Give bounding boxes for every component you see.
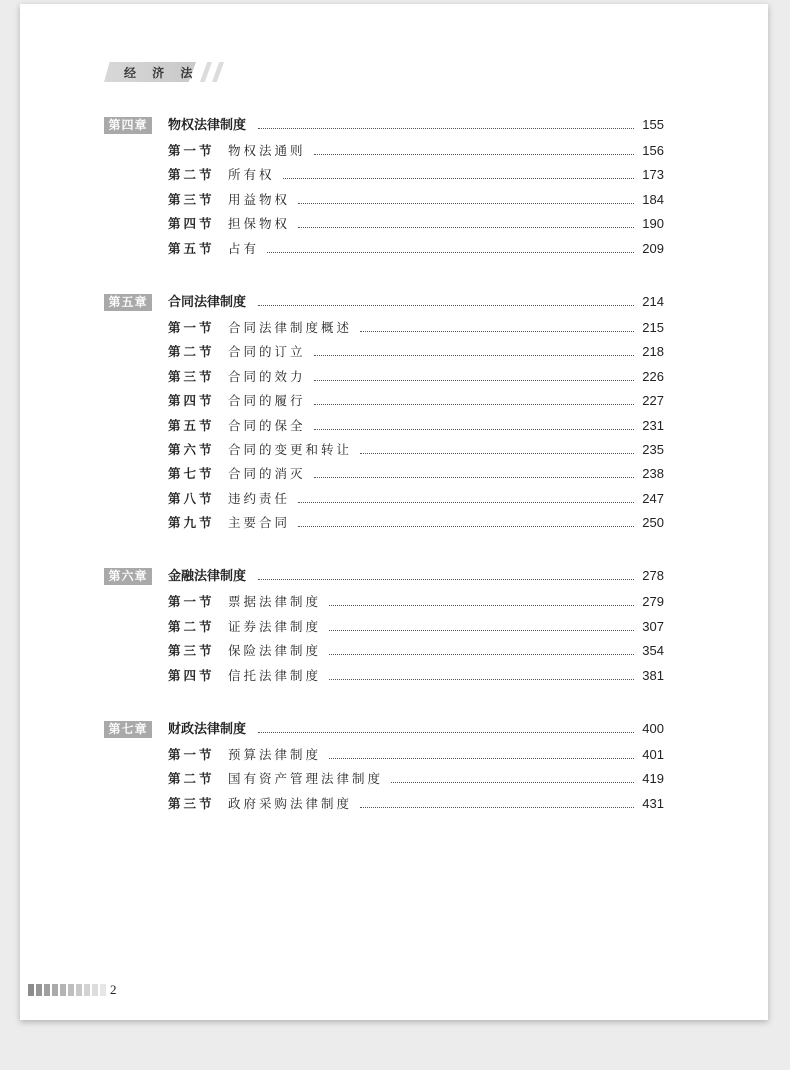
section-title: 违约责任	[228, 490, 291, 506]
section-page: 235	[642, 441, 664, 457]
chapter-page: 155	[642, 117, 664, 132]
section-entry	[104, 794, 664, 818]
section-title: 政府采购法律制度	[228, 795, 353, 811]
section-page: 431	[642, 795, 664, 811]
section-label: 第三节	[168, 191, 215, 207]
section-label: 第一节	[168, 594, 215, 610]
section-label: 第一节	[168, 747, 215, 763]
dot-leader	[329, 630, 634, 631]
section-title: 所有权	[228, 167, 275, 183]
dot-leader	[298, 502, 634, 503]
footer-block	[36, 984, 42, 996]
section-entry	[104, 440, 664, 464]
section-page: 381	[642, 667, 664, 683]
section-page: 279	[642, 594, 664, 610]
footer-block	[84, 984, 90, 996]
dot-leader	[283, 178, 634, 179]
section-label: 第八节	[168, 490, 215, 506]
dot-leader	[360, 453, 634, 454]
section-title: 合同的效力	[228, 368, 306, 384]
section-title: 保险法律制度	[228, 643, 322, 659]
section-title: 信托法律制度	[228, 667, 322, 683]
section-label: 第七节	[168, 466, 215, 482]
section-label: 第四节	[168, 216, 215, 232]
section-title: 合同的消灭	[228, 466, 306, 482]
section-page: 156	[642, 143, 664, 158]
section-title: 合同的履行	[228, 393, 306, 409]
section-label: 第四节	[168, 667, 215, 683]
section-entry	[104, 617, 664, 641]
section-page: 209	[642, 240, 664, 256]
chapter-entry	[104, 291, 664, 317]
section-title: 证券法律制度	[228, 618, 322, 634]
section-title: 担保物权	[228, 216, 291, 232]
section-page: 401	[642, 747, 664, 763]
section-entry	[104, 416, 664, 440]
section-page: 307	[642, 618, 664, 634]
section-entry	[104, 769, 664, 793]
section-entry	[104, 745, 664, 769]
footer-block	[76, 984, 82, 996]
footer-block	[52, 984, 58, 996]
dot-leader	[314, 355, 634, 356]
section-page: 218	[642, 344, 664, 360]
chapter-entry	[104, 718, 664, 744]
dot-leader	[314, 477, 634, 478]
dot-leader	[314, 429, 634, 430]
section-label: 第一节	[168, 143, 215, 158]
section-title: 占有	[228, 240, 260, 256]
chapter-page: 214	[642, 293, 664, 309]
dot-leader	[391, 782, 634, 783]
dot-leader	[258, 305, 634, 306]
section-label: 第二节	[168, 167, 215, 183]
section-title: 预算法律制度	[228, 747, 322, 763]
dot-leader	[267, 252, 634, 253]
section-label: 第三节	[168, 795, 215, 811]
section-entry	[104, 367, 664, 391]
dot-leader	[314, 380, 634, 381]
footer-block	[92, 984, 98, 996]
section-entry	[104, 464, 664, 488]
section-label: 第九节	[168, 515, 215, 531]
section-page: 173	[642, 167, 664, 183]
section-page: 226	[642, 368, 664, 384]
section-label: 第三节	[168, 643, 215, 659]
section-entry	[104, 141, 664, 165]
dot-leader	[258, 579, 634, 580]
header-slash-2	[212, 62, 224, 82]
chapter-label: 第四章	[104, 117, 152, 134]
section-page: 250	[642, 515, 664, 531]
chapter-title: 物权法律制度	[168, 118, 247, 133]
section-title: 合同的订立	[228, 344, 306, 360]
section-entry	[104, 489, 664, 513]
section-label: 第二节	[168, 771, 215, 787]
toc-chapter	[104, 114, 664, 263]
section-page: 354	[642, 643, 664, 659]
section-label: 第三节	[168, 368, 215, 384]
footer-block	[60, 984, 66, 996]
running-header	[104, 62, 234, 82]
section-entry	[104, 391, 664, 415]
section-title: 合同的保全	[228, 417, 306, 433]
book-title: 经 济 法	[124, 66, 199, 80]
chapter-entry	[104, 565, 664, 591]
dot-leader	[314, 154, 634, 155]
chapter-label: 第六章	[104, 568, 152, 585]
section-page: 184	[642, 191, 664, 207]
chapter-entry	[104, 114, 664, 140]
section-label: 第五节	[168, 417, 215, 433]
footer-decoration	[28, 984, 106, 996]
section-title: 合同法律制度概述	[228, 319, 353, 335]
section-entry	[104, 592, 664, 616]
footer-block	[68, 984, 74, 996]
chapter-page: 278	[642, 568, 664, 584]
dot-leader	[329, 758, 634, 759]
dot-leader	[298, 203, 634, 204]
dot-leader	[314, 404, 634, 405]
section-label: 第四节	[168, 393, 215, 409]
header-slash-1	[200, 62, 212, 82]
section-title: 国有资产管理法律制度	[228, 771, 384, 787]
chapter-label: 第七章	[104, 721, 152, 738]
section-entry	[104, 513, 664, 537]
section-page: 238	[642, 466, 664, 482]
section-page: 231	[642, 417, 664, 433]
dot-leader	[298, 227, 634, 228]
section-label: 第一节	[168, 319, 215, 335]
chapter-title: 金融法律制度	[168, 569, 247, 585]
dot-leader	[360, 807, 634, 808]
toc-chapter	[104, 718, 664, 818]
section-page: 215	[642, 319, 664, 335]
chapter-title: 财政法律制度	[168, 722, 247, 738]
dot-leader	[258, 732, 634, 733]
chapter-page: 400	[642, 721, 664, 737]
section-label: 第二节	[168, 344, 215, 360]
page-number: 2	[110, 982, 117, 997]
dot-leader	[258, 128, 634, 129]
chapter-label: 第五章	[104, 294, 152, 311]
section-entry	[104, 342, 664, 366]
section-page: 247	[642, 490, 664, 506]
section-label: 第六节	[168, 441, 215, 457]
section-label: 第二节	[168, 618, 215, 634]
section-page: 227	[642, 393, 664, 409]
section-entry	[104, 239, 664, 263]
footer-block	[100, 984, 106, 996]
section-entry	[104, 190, 664, 214]
dot-leader	[329, 679, 634, 680]
footer-block	[44, 984, 50, 996]
toc-chapter	[104, 565, 664, 690]
section-entry	[104, 165, 664, 189]
section-entry	[104, 666, 664, 690]
section-entry	[104, 318, 664, 342]
section-title: 物权法通则	[228, 143, 306, 158]
section-page: 419	[642, 771, 664, 787]
section-title: 合同的变更和转让	[228, 441, 353, 457]
section-entry	[104, 641, 664, 665]
dot-leader	[329, 605, 634, 606]
section-title: 票据法律制度	[228, 594, 322, 610]
section-title: 用益物权	[228, 191, 291, 207]
toc-chapter	[104, 291, 664, 538]
dot-leader	[360, 331, 634, 332]
section-label: 第五节	[168, 240, 215, 256]
section-page: 190	[642, 216, 664, 232]
section-title: 主要合同	[228, 515, 291, 531]
table-of-contents	[104, 114, 664, 846]
dot-leader	[298, 526, 634, 527]
dot-leader	[329, 654, 634, 655]
document-page	[20, 4, 768, 1020]
chapter-title: 合同法律制度	[168, 294, 247, 310]
footer-block	[28, 984, 34, 996]
section-entry	[104, 214, 664, 238]
